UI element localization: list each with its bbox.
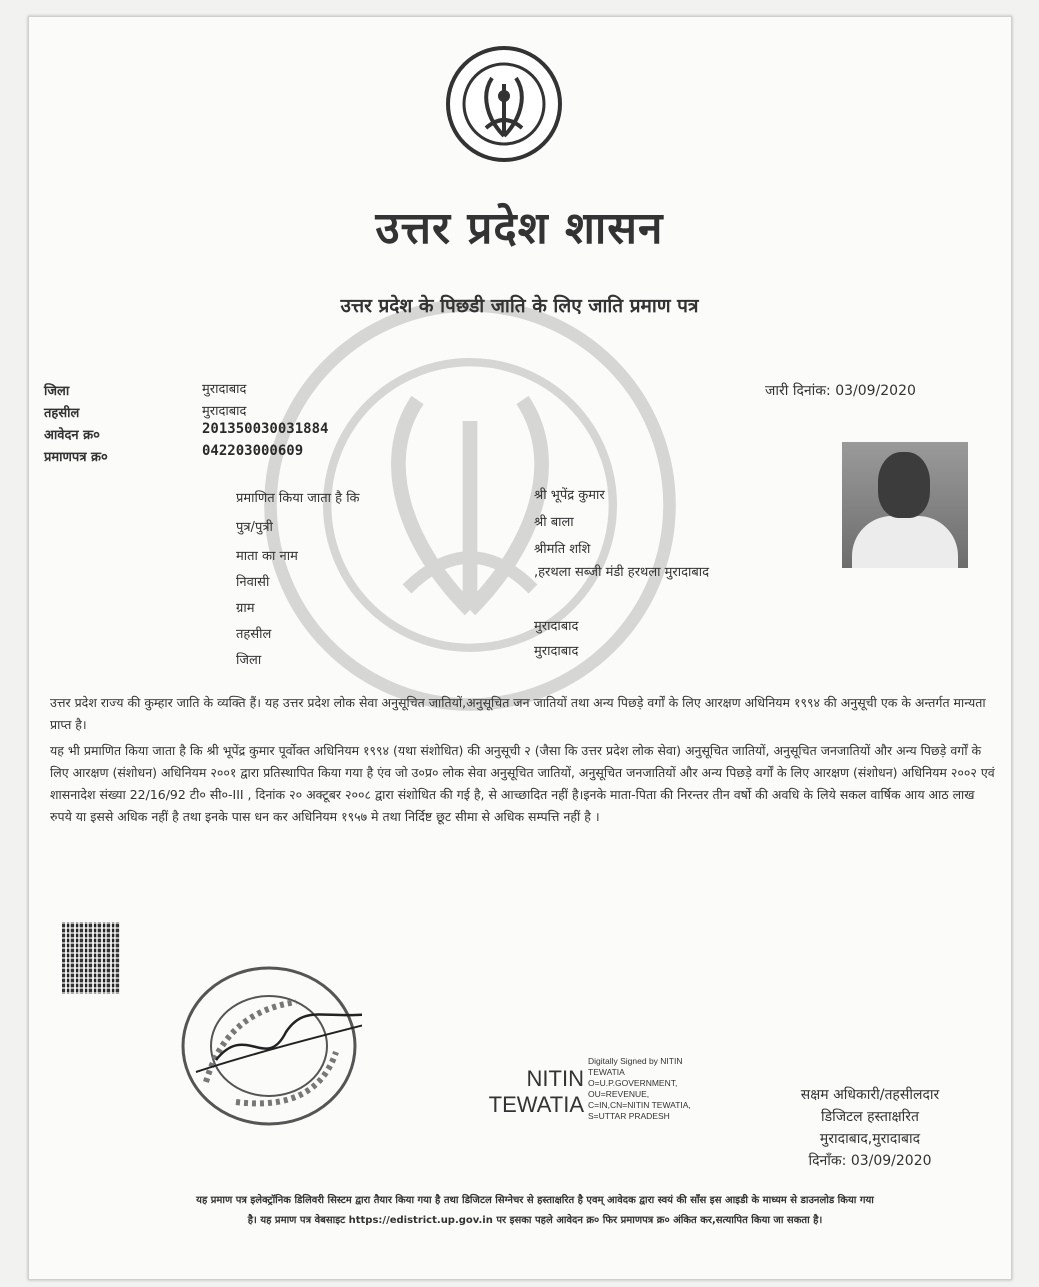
officer-date: दिनाँक: 03/09/2020: [808, 1153, 932, 1169]
detail-label-certified: प्रमाणित किया जाता है कि: [236, 491, 360, 506]
detail-value-parent: श्री बाला: [534, 515, 574, 530]
up-emblem-logo: [444, 44, 564, 164]
certificate-no-value: 042203000609: [202, 443, 304, 459]
issuing-officer-block: [765, 1084, 975, 1172]
application-no-value: 201350030031884: [202, 421, 329, 437]
officer-title: सक्षम अधिकारी/तहसीलदार: [800, 1087, 940, 1103]
qr-code: [62, 922, 120, 994]
issue-date: जारी दिनांक: 03/09/2020: [765, 383, 916, 399]
detail-label-resident: निवासी: [236, 575, 270, 590]
district-label: जिला: [44, 384, 70, 399]
detail-label-district: जिला: [236, 653, 262, 668]
dsig-line: S=UTTAR PRADESH: [588, 1111, 670, 1121]
dsig-line: O=U.P.GOVERNMENT,: [588, 1078, 678, 1088]
detail-value-name: श्री भूपेंद्र कुमार: [534, 488, 605, 503]
detail-label-village: ग्राम: [236, 601, 255, 616]
application-no-label: आवेदन क्र०: [44, 428, 100, 443]
certificate-no-label: प्रमाणपत्र क्र०: [44, 450, 108, 465]
signer-first-name: NITIN: [526, 1066, 584, 1091]
caste-recognition-paragraph: उत्तर प्रदेश राज्य की कुम्हार जाति के व्यक्ति हैं। यह उत्तर प्रदेश लोक सेवा अनुसूचित जातियों,अनुसूचित जन जातियों तथा अन्य पिछड़े वर्गों के लिए आरक्षण अधिनियम १९९४ की अनुसूची एक के अन्तर्गत मान्यता प्राप्त है।: [50, 695, 986, 732]
detail-value-mother: श्रीमति शशि: [534, 542, 591, 557]
certification-paragraph: यह भी प्रमाणित किया जाता है कि श्री भूपेंद्र कुमार पूर्वोक्त अधिनियम १९९४ (यथा संशोधित) की अनुसूची २ (जैसा कि उत्तर प्रदेश लोक सेवा) अनुसूचित जातियों, अनुसूचित जनजातियों और अन्य पिछड़े वर्गों के लिए आरक्षण (संशोधन) अधिनियम २००१ द्वारा प्रतिस्थापित किया गया है एंव जो उ०प्र० लोक सेवा अनुसूचित जातियों, अनुसूचित जनजातियों और अन्य पिछड़े वर्गों के लिए आरक्षण (संशोधन) अधिनियम २००२ एवं शासनादेश संख्या 22/16/92 टी० सी०-III , दिनांक २० अक्टूबर २००८ द्वारा संशोधित की गई है, से आच्छादित नहीं है।इनके माता-पिता की निरन्तर तीन वर्षो की अवधि के लिये सकल वार्षिक आय आठ लाख रुपये या इससे अधिक नहीं है तथा इनके पास धन कर अधिनियम १९५७ मे तथा निर्दिष्ट छूट सीमा से अधिक सम्पत्ति नहीं है ।: [50, 743, 995, 824]
officer-sig-label: डिजिटल हस्ताक्षरित: [821, 1109, 919, 1125]
detail-label-tehsil: तहसील: [236, 627, 272, 642]
footer-line-1: यह प्रमाण पत्र इलेक्ट्रॉनिक डिलिवरी सिस्टम द्वारा तैयार किया गया है तथा डिजिटल सिग्नेचर से हस्ताक्षरित है एवम् आवेदक द्वारा स्वयं की साँस इस आइडी के माध्यम से डाउनलोड किया गया: [196, 1195, 874, 1206]
certificate-title: उत्तर प्रदेश के पिछडी जाति के लिए जाति प्रमाण पत्र: [340, 295, 699, 317]
dsig-line: OU=REVENUE,: [588, 1089, 650, 1099]
applicant-photo: [842, 442, 968, 568]
detail-label-parent: पुत्र/पुत्री: [236, 520, 273, 535]
government-title: उत्तर प्रदेश शासन: [375, 203, 664, 254]
jan-seva-kendra-stamp: [176, 962, 362, 1130]
detail-value-district: मुरादाबाद: [534, 644, 579, 659]
dsig-line: TEWATIA: [588, 1067, 625, 1077]
dsig-line: Digitally Signed by NITIN: [588, 1056, 683, 1066]
signer-last-name: TEWATIA: [488, 1092, 584, 1117]
digital-signature-details: [588, 1056, 691, 1122]
tehsil-value: मुरादाबाद: [202, 404, 247, 419]
detail-value-resident: ,हरथला सब्जी मंडी हरथला मुरादाबाद: [534, 565, 710, 580]
detail-label-mother: माता का नाम: [236, 549, 298, 564]
detail-value-tehsil: मुरादाबाद: [534, 619, 579, 634]
district-value: मुरादाबाद: [202, 382, 247, 397]
footer-note: [60, 1191, 1010, 1231]
officer-location: मुरादाबाद,मुरादाबाद: [819, 1131, 921, 1147]
footer-line-2: है। यह प्रमाण पत्र वेबसाइट https://edistrict.up.gov.in पर इसका पहले आवेदन क्र० फिर प्रमाणपत्र क्र० अंकित कर,सत्यापित किया जा सकता है।: [247, 1215, 823, 1226]
dsig-line: C=IN,CN=NITIN TEWATIA,: [588, 1100, 691, 1110]
digital-signer-name: [468, 1066, 584, 1118]
tehsil-label: तहसील: [44, 406, 80, 421]
